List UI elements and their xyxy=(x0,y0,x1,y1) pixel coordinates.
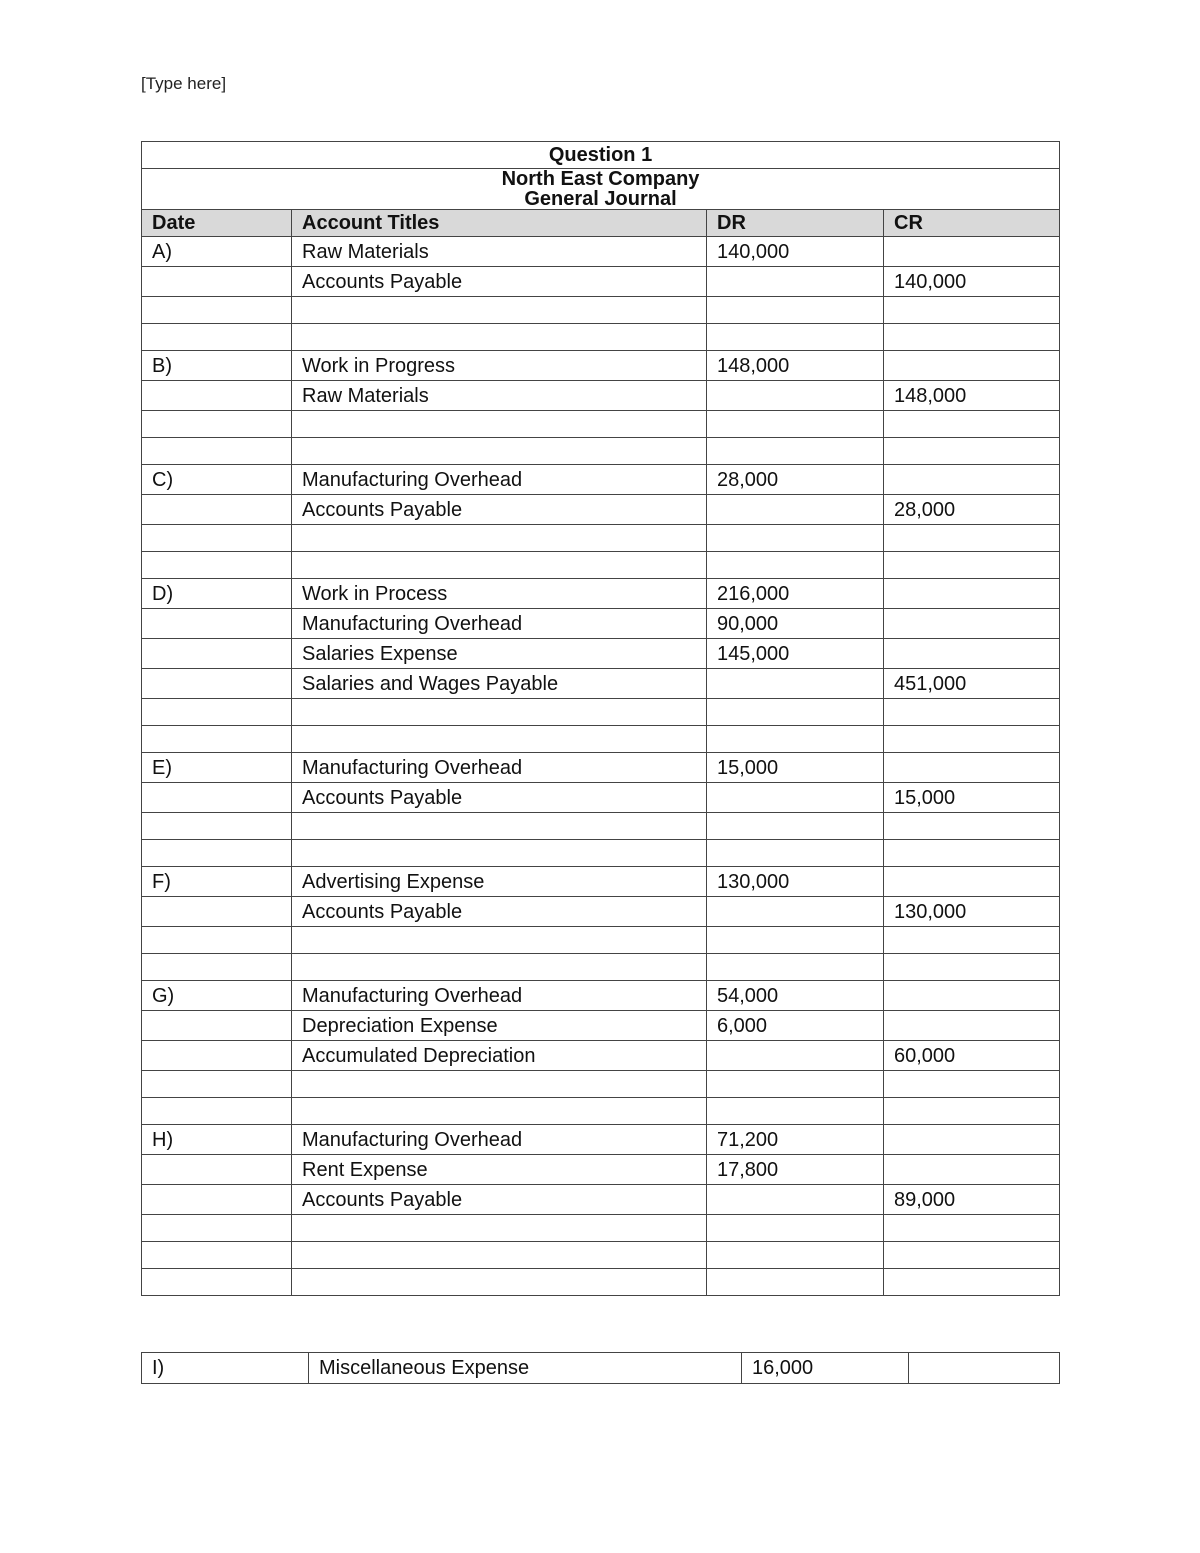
entry-credit xyxy=(884,753,1060,783)
entry-debit xyxy=(707,726,884,753)
entry-account xyxy=(292,1269,707,1296)
entry-debit xyxy=(707,1098,884,1125)
entry-date: B) xyxy=(142,351,292,381)
entry-date xyxy=(142,1269,292,1296)
blank-row xyxy=(142,552,1060,579)
entry-debit: 216,000 xyxy=(707,579,884,609)
table-row xyxy=(142,1041,1060,1071)
entry-debit xyxy=(707,552,884,579)
entry-account: Manufacturing Overhead xyxy=(292,1125,707,1155)
entry-credit xyxy=(884,1011,1060,1041)
entry-credit xyxy=(884,411,1060,438)
entry-credit: 89,000 xyxy=(884,1185,1060,1215)
entry-debit xyxy=(707,411,884,438)
entry-debit xyxy=(707,381,884,411)
entry-debit xyxy=(707,927,884,954)
entry-date: A) xyxy=(142,237,292,267)
entry-credit xyxy=(884,297,1060,324)
entry-account xyxy=(292,813,707,840)
entry-date xyxy=(142,552,292,579)
entry-credit xyxy=(884,813,1060,840)
entry-account: Manufacturing Overhead xyxy=(292,465,707,495)
blank-row xyxy=(142,1269,1060,1296)
entry-debit: 15,000 xyxy=(707,753,884,783)
entry-debit xyxy=(707,438,884,465)
entry-credit: 130,000 xyxy=(884,897,1060,927)
blank-row xyxy=(142,297,1060,324)
entry-date xyxy=(142,297,292,324)
entry-debit xyxy=(707,669,884,699)
entry-credit xyxy=(884,237,1060,267)
entry-account xyxy=(292,1242,707,1269)
journal-last-row-table xyxy=(141,1352,1060,1384)
blank-row xyxy=(142,699,1060,726)
entry-debit: 54,000 xyxy=(707,981,884,1011)
entry-debit xyxy=(707,267,884,297)
entry-account: Accounts Payable xyxy=(292,897,707,927)
entry-account: Accounts Payable xyxy=(292,495,707,525)
entry-debit xyxy=(707,954,884,981)
column-header-date: Date xyxy=(142,210,292,237)
entry-debit: 71,200 xyxy=(707,1125,884,1155)
blank-row xyxy=(142,840,1060,867)
blank-row xyxy=(142,1098,1060,1125)
entry-date xyxy=(142,1185,292,1215)
entry-date xyxy=(142,639,292,669)
entry-debit xyxy=(707,1041,884,1071)
table-row xyxy=(142,495,1060,525)
entry-credit xyxy=(884,840,1060,867)
entry-credit: 15,000 xyxy=(884,783,1060,813)
entry-date xyxy=(142,1071,292,1098)
company-row xyxy=(142,169,1060,210)
entry-date xyxy=(142,840,292,867)
entry-debit xyxy=(707,1269,884,1296)
blank-row xyxy=(142,813,1060,840)
entry-date: G) xyxy=(142,981,292,1011)
entry-credit: 28,000 xyxy=(884,495,1060,525)
blank-row xyxy=(142,438,1060,465)
blank-row xyxy=(142,411,1060,438)
table-row xyxy=(142,609,1060,639)
entry-credit xyxy=(884,981,1060,1011)
table-row xyxy=(142,783,1060,813)
entry-date xyxy=(142,1155,292,1185)
entry-date xyxy=(142,927,292,954)
entry-account xyxy=(292,954,707,981)
entry-debit xyxy=(707,813,884,840)
entry-account xyxy=(292,699,707,726)
entry-debit xyxy=(707,525,884,552)
entry-date: H) xyxy=(142,1125,292,1155)
entry-date xyxy=(142,324,292,351)
entry-account: Work in Process xyxy=(292,579,707,609)
entry-credit xyxy=(884,438,1060,465)
entry-account: Salaries and Wages Payable xyxy=(292,669,707,699)
entry-date xyxy=(142,1242,292,1269)
entry-account xyxy=(292,1098,707,1125)
entry-account xyxy=(292,525,707,552)
column-header-row xyxy=(142,210,1060,237)
entry-credit xyxy=(884,465,1060,495)
blank-row xyxy=(142,927,1060,954)
entry-credit: 60,000 xyxy=(884,1041,1060,1071)
entry-account xyxy=(292,726,707,753)
column-header-account: Account Titles xyxy=(292,210,707,237)
journal-title: Question 1 xyxy=(142,142,1060,169)
entry-credit xyxy=(884,525,1060,552)
blank-row xyxy=(142,1071,1060,1098)
entry-date: F) xyxy=(142,867,292,897)
entry-credit xyxy=(884,639,1060,669)
entry-account xyxy=(292,1071,707,1098)
entry-account: Advertising Expense xyxy=(292,867,707,897)
entry-account xyxy=(292,927,707,954)
entry-account: Miscellaneous Expense xyxy=(309,1353,742,1384)
entry-date xyxy=(142,783,292,813)
entry-date xyxy=(142,438,292,465)
entry-account: Accounts Payable xyxy=(292,783,707,813)
entry-debit: 140,000 xyxy=(707,237,884,267)
blank-row xyxy=(142,954,1060,981)
entry-credit xyxy=(884,579,1060,609)
table-row xyxy=(142,267,1060,297)
table-row xyxy=(142,237,1060,267)
table-row xyxy=(142,639,1060,669)
entry-date xyxy=(142,267,292,297)
entry-account xyxy=(292,1215,707,1242)
entry-debit: 130,000 xyxy=(707,867,884,897)
entry-credit xyxy=(884,1155,1060,1185)
entry-credit xyxy=(884,699,1060,726)
blank-row xyxy=(142,726,1060,753)
entry-debit: 145,000 xyxy=(707,639,884,669)
column-header-dr: DR xyxy=(707,210,884,237)
entry-date: C) xyxy=(142,465,292,495)
entry-credit xyxy=(884,1269,1060,1296)
entry-credit xyxy=(884,324,1060,351)
entry-date: E) xyxy=(142,753,292,783)
table-row xyxy=(142,381,1060,411)
entry-credit xyxy=(884,552,1060,579)
table-row xyxy=(142,579,1060,609)
entry-credit: 451,000 xyxy=(884,669,1060,699)
entry-account: Work in Progress xyxy=(292,351,707,381)
entry-debit: 28,000 xyxy=(707,465,884,495)
entry-debit xyxy=(707,1071,884,1098)
entry-debit: 17,800 xyxy=(707,1155,884,1185)
entry-debit xyxy=(707,324,884,351)
entry-account: Accumulated Depreciation xyxy=(292,1041,707,1071)
entry-credit xyxy=(884,351,1060,381)
table-row xyxy=(142,897,1060,927)
entry-date xyxy=(142,495,292,525)
entry-credit xyxy=(884,1071,1060,1098)
table-row xyxy=(142,351,1060,381)
entry-date xyxy=(142,1215,292,1242)
blank-row xyxy=(142,1242,1060,1269)
entry-date xyxy=(142,609,292,639)
entry-debit xyxy=(707,897,884,927)
table-row xyxy=(142,465,1060,495)
entry-account xyxy=(292,297,707,324)
entry-credit xyxy=(884,1125,1060,1155)
entry-debit xyxy=(707,699,884,726)
column-header-cr: CR xyxy=(884,210,1060,237)
blank-row xyxy=(142,324,1060,351)
entry-debit xyxy=(707,1215,884,1242)
journal-subtitle: General Journal xyxy=(524,188,677,210)
entry-account xyxy=(292,411,707,438)
entry-date xyxy=(142,954,292,981)
entry-debit xyxy=(707,840,884,867)
entry-account: Depreciation Expense xyxy=(292,1011,707,1041)
table-row xyxy=(142,1185,1060,1215)
entry-debit xyxy=(707,495,884,525)
entry-debit xyxy=(707,297,884,324)
company-name: North East Company xyxy=(501,168,700,190)
entry-credit xyxy=(884,1215,1060,1242)
entry-credit xyxy=(884,1242,1060,1269)
entry-account: Accounts Payable xyxy=(292,267,707,297)
table-row xyxy=(142,1353,1060,1384)
entry-credit xyxy=(884,726,1060,753)
entry-date xyxy=(142,1011,292,1041)
page-header-text: [Type here] xyxy=(141,74,227,93)
entry-date xyxy=(142,699,292,726)
entry-account: Accounts Payable xyxy=(292,1185,707,1215)
blank-row xyxy=(142,525,1060,552)
entry-date xyxy=(142,411,292,438)
entry-debit: 6,000 xyxy=(707,1011,884,1041)
entry-date xyxy=(142,669,292,699)
entry-account xyxy=(292,324,707,351)
entry-debit xyxy=(707,1242,884,1269)
entry-account: Manufacturing Overhead xyxy=(292,981,707,1011)
entry-debit xyxy=(707,783,884,813)
entry-credit: 140,000 xyxy=(884,267,1060,297)
entry-account: Raw Materials xyxy=(292,381,707,411)
entry-credit xyxy=(884,609,1060,639)
entry-account: Rent Expense xyxy=(292,1155,707,1185)
entry-date: I) xyxy=(142,1353,309,1384)
entry-date xyxy=(142,381,292,411)
entry-credit: 148,000 xyxy=(884,381,1060,411)
entry-debit: 16,000 xyxy=(742,1353,909,1384)
entry-account xyxy=(292,840,707,867)
entry-account: Manufacturing Overhead xyxy=(292,753,707,783)
table-row xyxy=(142,1155,1060,1185)
entry-account: Manufacturing Overhead xyxy=(292,609,707,639)
entry-date xyxy=(142,1098,292,1125)
entry-credit xyxy=(884,954,1060,981)
entry-credit xyxy=(909,1353,1060,1384)
entry-debit xyxy=(707,1185,884,1215)
table-row xyxy=(142,1011,1060,1041)
entry-date xyxy=(142,726,292,753)
table-row xyxy=(142,1125,1060,1155)
entry-date xyxy=(142,813,292,840)
entry-credit xyxy=(884,1098,1060,1125)
entry-account xyxy=(292,552,707,579)
entry-debit: 148,000 xyxy=(707,351,884,381)
entry-date xyxy=(142,525,292,552)
general-journal-table xyxy=(141,141,1060,1296)
table-row xyxy=(142,981,1060,1011)
title-row xyxy=(142,142,1060,169)
entry-credit xyxy=(884,867,1060,897)
entry-date: D) xyxy=(142,579,292,609)
entry-account: Salaries Expense xyxy=(292,639,707,669)
entry-debit: 90,000 xyxy=(707,609,884,639)
entry-date xyxy=(142,897,292,927)
entry-account: Raw Materials xyxy=(292,237,707,267)
table-row xyxy=(142,753,1060,783)
table-row xyxy=(142,867,1060,897)
entry-date xyxy=(142,1041,292,1071)
entry-credit xyxy=(884,927,1060,954)
blank-row xyxy=(142,1215,1060,1242)
table-row xyxy=(142,669,1060,699)
entry-account xyxy=(292,438,707,465)
